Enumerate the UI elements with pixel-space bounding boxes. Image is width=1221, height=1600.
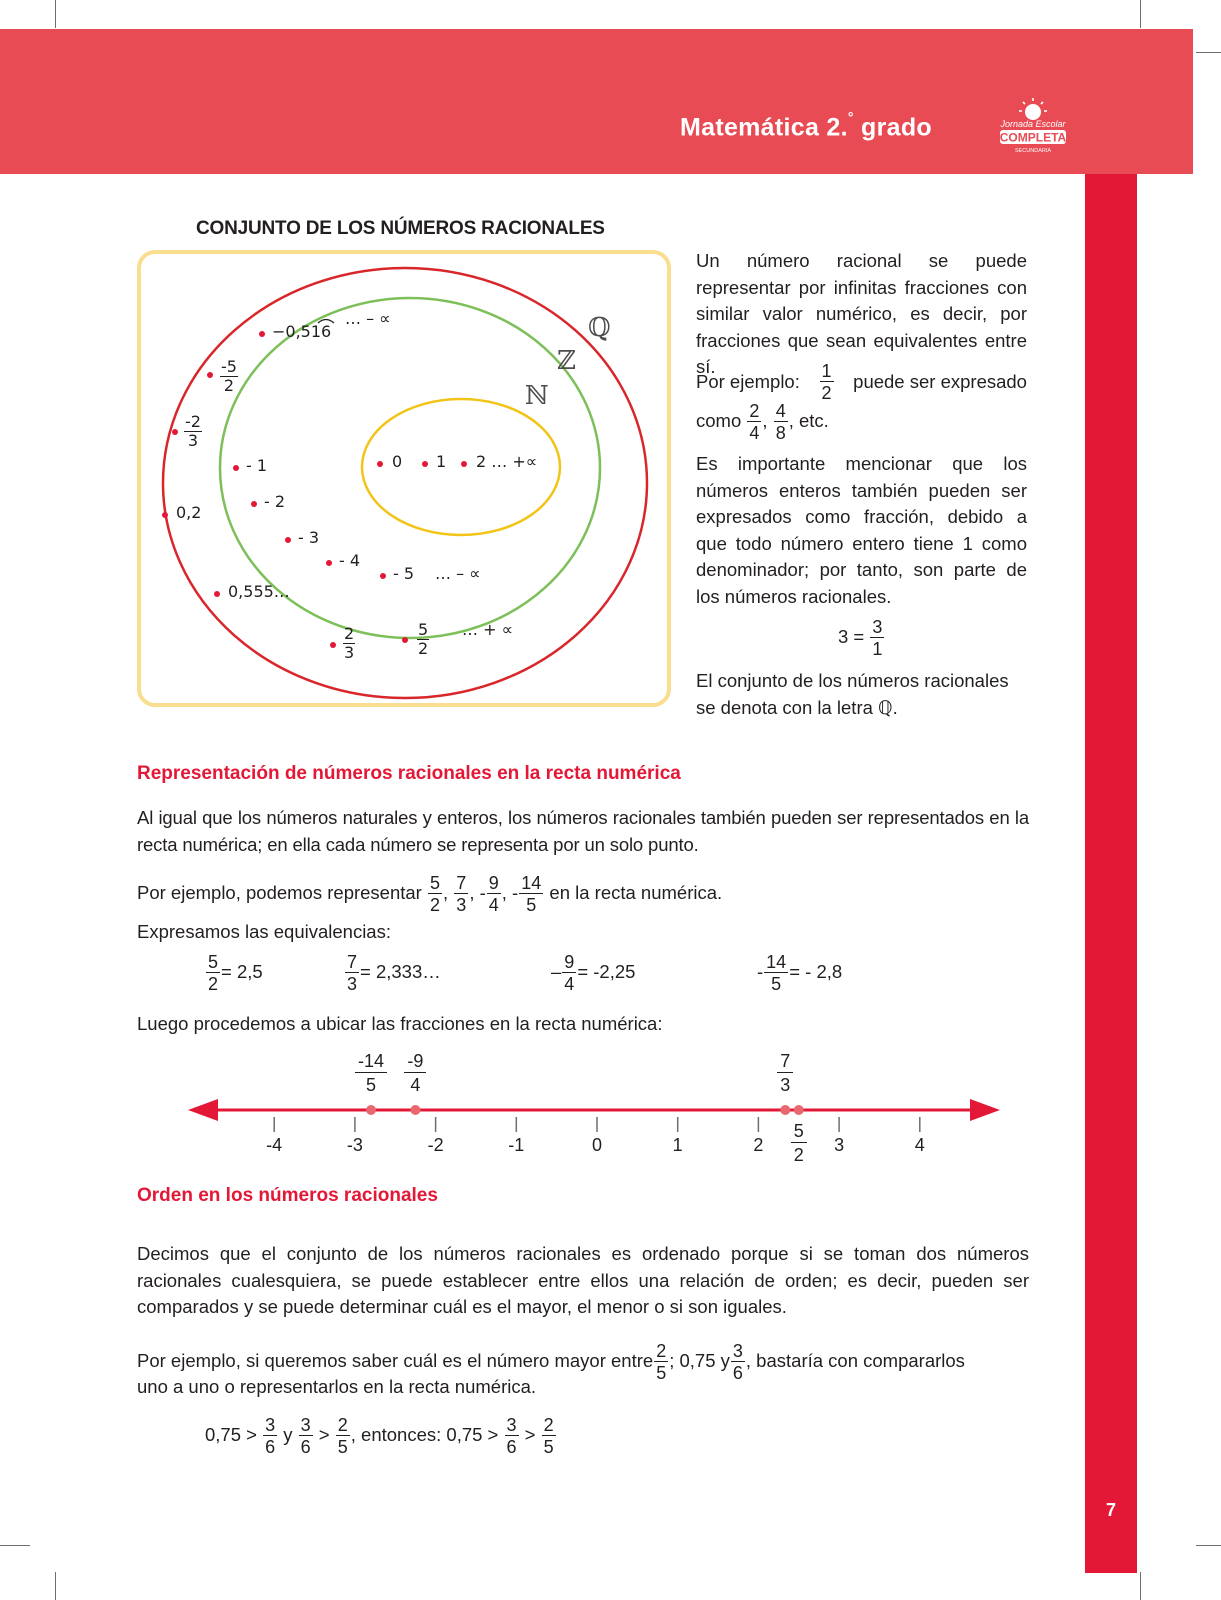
fraction-minus-nine-fourths: $\frac{9}{4}$ [488, 873, 499, 915]
number-line-point-label: $\frac{-14}{5}$ [355, 1052, 387, 1094]
section1-locate-intro: Luego procedemos a ubicar las fracciones en la recta numérica: [137, 1013, 663, 1034]
intro-example-line: Por ejemplo: $\frac{1}{2}$ puede ser expresado [696, 361, 1027, 403]
element-fraction-minus-five-halves: $\frac{-5}{2}$ [221, 357, 237, 395]
element-fraction-minus-two-thirds: $\frac{-2}{3}$ [185, 412, 201, 450]
intro-paragraph: Un número racional se puede representar por infinitas fracciones con similar valor numérico, es decir, por fracciones que sean equivalentes entre sí. [696, 250, 1027, 377]
element-one: 1 [436, 452, 447, 471]
element-integers-more: … – ∝ [435, 564, 481, 583]
fraction-two-fourths: $\frac{2}{4}$ [749, 401, 760, 443]
section1-equivalences-intro: Expresamos las equivalencias: [137, 921, 391, 942]
set-n-label: ℕ [525, 381, 549, 411]
header-title: Matemática 2.° grado [680, 109, 932, 142]
intro-integers-paragraph: Es importante mencionar que los números enteros también pueden ser expresados como fracción, debido a que todo número entero tiene 1 como denominador; por tanto, son parte de los números racionales. [696, 453, 1027, 607]
number-line-tick-label: 3 [834, 1135, 845, 1155]
section2-example-line2: uno a uno o representarlos en la recta numérica. [137, 1376, 537, 1397]
section1-example-line: Por ejemplo, podemos representar $\frac{5}{2}$ , $\frac{7}{3}$ , - $\frac{9}{4}$ , - $\frac{14}{5}$ en la recta numérica. [137, 873, 723, 915]
number-line-tick-label: 0 [591, 1135, 603, 1155]
intro-equation: 3 = $\frac{3}{1}$ [838, 617, 883, 659]
equivalence-minus-nine-fourths: – $\frac{9}{4}$ = -2,25 [551, 952, 636, 994]
element-minus-two: - 2 [264, 492, 286, 511]
element-periodic-negative: −0,516 [272, 322, 332, 341]
intro-como-line: como $\frac{2}{4}$ , $\frac{4}{8}$ , etc. [696, 401, 829, 443]
number-line-tick-label: -2 [427, 1135, 444, 1155]
fraction-two-fifths: $\frac{2}{5}$ [656, 1341, 667, 1383]
fraction-five-halves: $\frac{5}{2}$ [430, 873, 441, 915]
fraction-four-eighths: $\frac{4}{8}$ [775, 401, 786, 443]
set-q-label: ℚ [588, 313, 611, 343]
element-rationals-pos-more: … + ∝ [462, 620, 514, 639]
svg-text:COMPLETA: COMPLETA [999, 130, 1067, 145]
number-line-point [410, 1105, 420, 1115]
element-decimal-periodic: 0,555… [228, 582, 290, 601]
set-z-label: ℤ [557, 346, 576, 376]
equivalence-minus-fourteen-fifths: - $\frac{14}{5}$ = - 2,8 [757, 952, 843, 994]
number-line-tick-label: -1 [508, 1135, 525, 1155]
equivalence-seven-thirds: $\frac{7}{3}$ = 2,333… [347, 952, 441, 994]
element-decimal-zero-two: 0,2 [176, 503, 202, 522]
section2-example-line: Por ejemplo, si queremos saber cuál es el número mayor entre $\frac{2}{5}$ ; 0,75 y $\frac{3}{6}$ , bastaría con compararlos [137, 1341, 965, 1383]
section2-paragraph: Decimos que el conjunto de los números racionales es ordenado porque si se toman dos números racionales cualesquiera, se puede establecer entre ellos una relación de orden; es decir, pueden ser comparados y se puede determinar cuál es el mayor, el menor o si son iguales. [137, 1243, 1029, 1317]
number-line-tick-label: -3 [346, 1135, 363, 1155]
number-line-point-label: $\frac{-9}{4}$ [404, 1052, 426, 1094]
section-heading-order: Orden en los números racionales [137, 1185, 438, 1206]
number-line-tick-label: 4 [914, 1135, 925, 1155]
section1-paragraph: Al igual que los números naturales y enteros, los números racionales también pueden ser representados en la recta numérica; en ella cada número se representa por un solo punto. [137, 807, 1029, 855]
element-fraction-two-thirds: $\frac{2}{3}$ [344, 624, 355, 662]
number-line-tick-label: 2 [753, 1135, 764, 1155]
element-naturals-more: 2 … +∝ [476, 452, 538, 471]
left-arrow-icon [188, 1099, 218, 1121]
fraction-seven-thirds: $\frac{7}{3}$ [456, 873, 467, 915]
fraction-minus-fourteen-fifths: $\frac{14}{5}$ [521, 873, 542, 915]
number-line-point [780, 1105, 790, 1115]
element-minus-four: - 4 [339, 551, 361, 570]
svg-text:SECUNDARIA: SECUNDARIA [1014, 148, 1052, 154]
right-arrow-icon [970, 1099, 1000, 1121]
number-line-tick-label: 1 [672, 1135, 683, 1155]
number-line-point [794, 1105, 804, 1115]
svg-text:Jornada Escolar: Jornada Escolar [1000, 119, 1066, 129]
element-fraction-five-halves: $\frac{5}{2}$ [418, 620, 429, 658]
fraction-one-half: $\frac{1}{2}$ [821, 361, 832, 403]
comparison-line: 0,75 > $\frac{3}{6}$ y $\frac{3}{6}$ > $\frac{2}{5}$ , entonces: 0,75 > $\frac{3}{6}$ > $\frac{2}{5}$ [205, 1415, 554, 1457]
element-minus-three: - 3 [298, 528, 320, 547]
number-line-tick-label: -4 [266, 1135, 283, 1155]
number-line-point-label: $\frac{5}{2}$ [791, 1122, 807, 1164]
intro-denotation: El conjunto de los números racionales se denota con la letra ℚ. [696, 670, 1009, 718]
fraction-three-sixths: $\frac{3}{6}$ [732, 1341, 743, 1383]
equivalence-five-halves: $\frac{5}{2}$ = 2,5 [208, 952, 263, 994]
number-line-point-label: $\frac{7}{3}$ [777, 1052, 793, 1094]
section-heading-number-line: Representación de números racionales en la recta numérica [137, 763, 681, 784]
page-number: 7 [1105, 1500, 1116, 1520]
element-minus-one: - 1 [246, 456, 268, 475]
element-zero: 0 [392, 452, 403, 471]
fraction-three-over-one: $\frac{3}{1}$ [872, 617, 883, 659]
element-minus-five: - 5 [393, 564, 415, 583]
number-line-point [366, 1105, 376, 1115]
element-rationals-neg-more: … – ∝ [345, 309, 391, 328]
venn-title: CONJUNTO DE LOS NÚMEROS RACIONALES [196, 218, 605, 239]
